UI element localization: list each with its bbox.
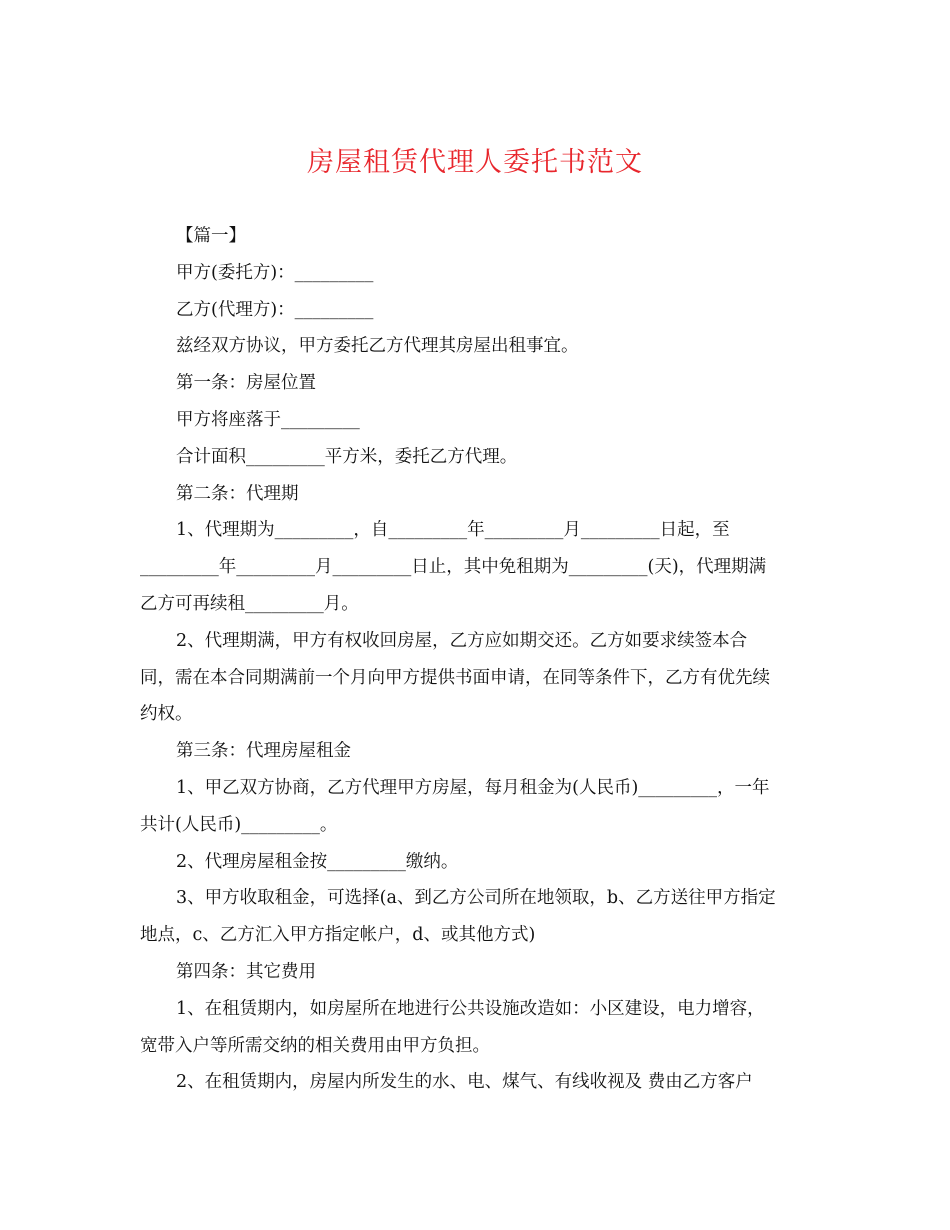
paragraph-line: 2、在租赁期内，房屋内所发生的水、电、煤气、有线收视及 费由乙方客户 [176,1072,753,1093]
paragraph-line: 地点，c、乙方汇入甲方指定帐户，d、或其他方式) [140,925,536,946]
paragraph-line: _________年_________月_________日止，其中免租期为_________(天)，代理期满 [140,557,767,578]
paragraph-line: 同，需在本合同期满前一个月向甲方提供书面申请，在同等条件下，乙方有优先续 [140,667,770,688]
paragraph-line: 2、代理房屋租金按_________缴纳。 [176,851,459,872]
party-a-line: 甲方(委托方)：_________ [176,262,374,283]
party-b-line: 乙方(代理方)：_________ [176,299,374,320]
document-body [140,218,810,1101]
paragraph-line: 1、代理期为_________，自_________年_________月_________日起，至 [176,520,730,541]
paragraph-line: 共计(人民币)_________。 [140,814,338,835]
article-heading: 第一条：房屋位置 [176,373,316,394]
paragraph-line: 兹经双方协议，甲方委托乙方代理其房屋出租事宜。 [176,336,579,357]
paragraph-line: 甲方将座落于_________ [176,409,360,430]
paragraph-line: 3、甲方收取租金，可选择(a、到乙方公司所在地领取，b、乙方送往甲方指定 [176,888,776,909]
article-heading: 第四条：其它费用 [176,961,316,982]
paragraph-line: 乙方可再续租_________月。 [140,593,359,614]
paragraph-line: 宽带入户等所需交纳的相关费用由甲方负担。 [140,1035,490,1056]
section-heading: 【篇一】 [176,226,246,246]
paragraph-line: 1、在租赁期内，如房屋所在地进行公共设施改造如：小区建设，电力增容， [176,998,765,1019]
paragraph-line: 约权。 [140,704,193,725]
article-heading: 第三条：代理房屋租金 [176,741,351,762]
paragraph-line: 1、甲乙双方协商，乙方代理甲方房屋，每月租金为(人民币)_________，一年 [176,777,770,798]
document-title: 房屋租赁代理人委托书范文 [307,147,643,178]
paragraph-line: 2、代理期满，甲方有权收回房屋，乙方应如期交还。乙方如要求续签本合 [176,630,748,651]
article-heading: 第二条：代理期 [176,483,299,504]
paragraph-line: 合计面积_________平方米，委托乙方代理。 [176,446,518,467]
